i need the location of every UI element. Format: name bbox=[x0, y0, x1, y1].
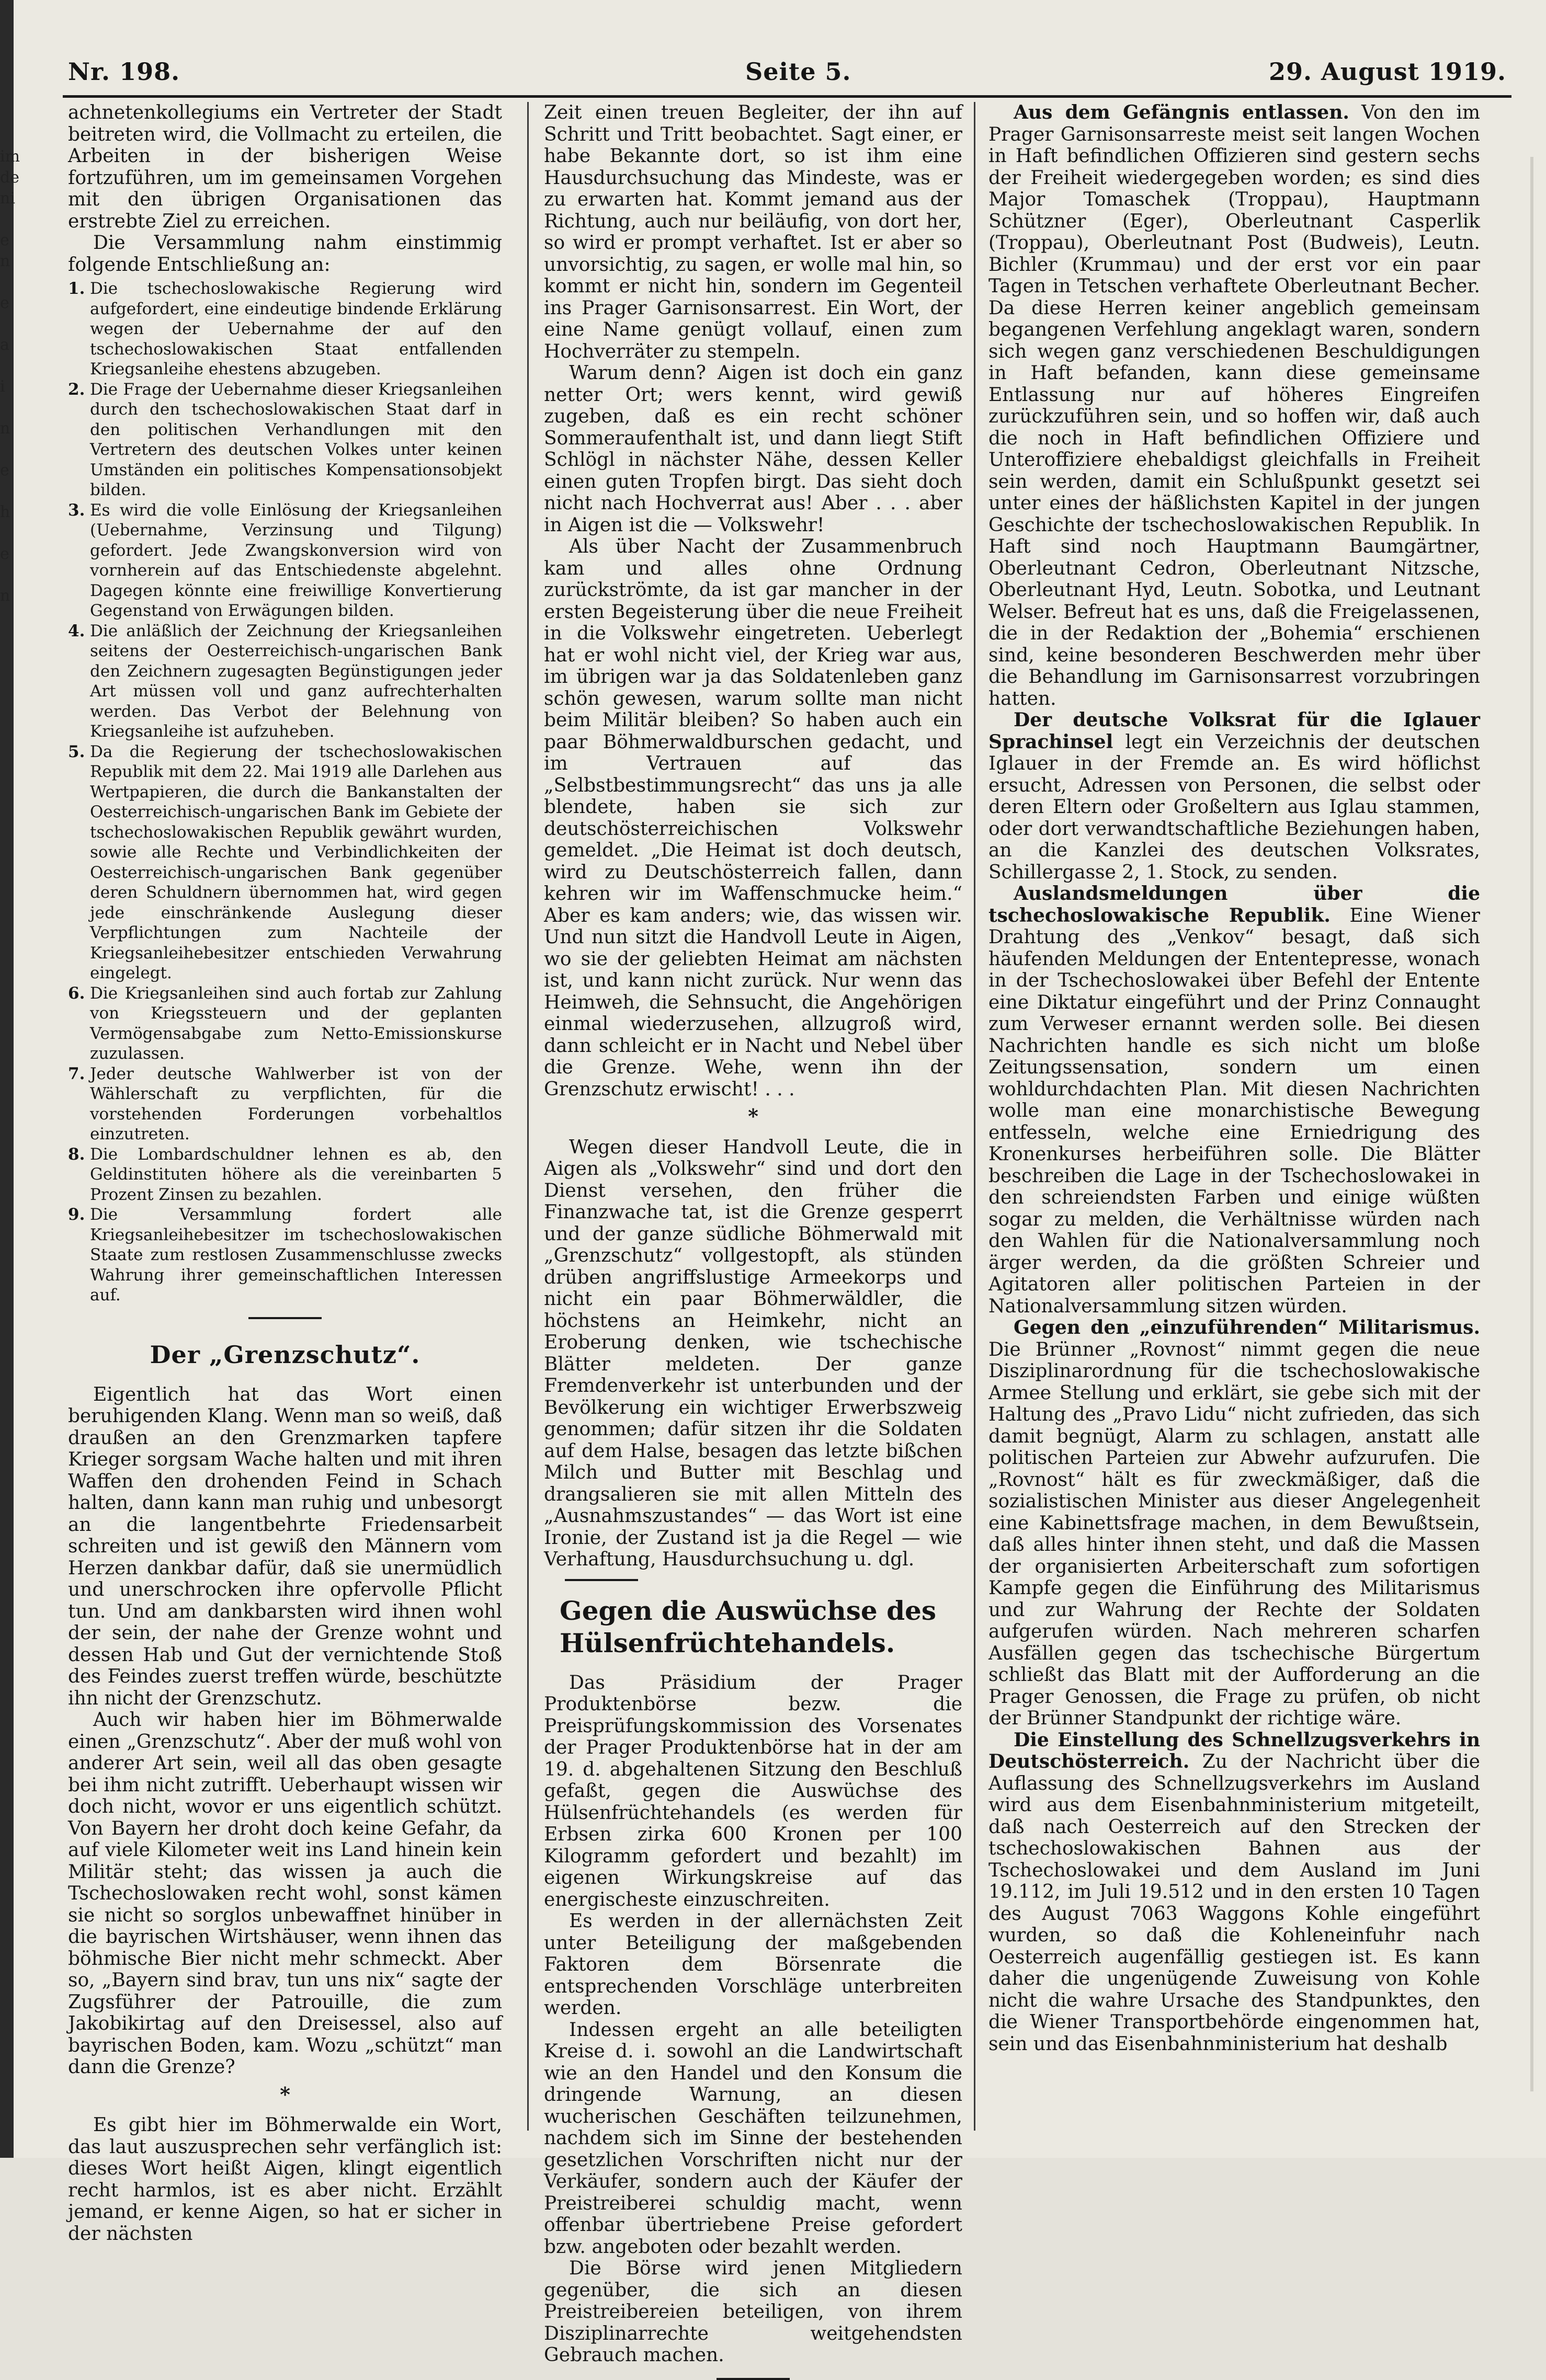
news-item-text: Von den im Prager Garnisonsarreste meist seit langen Wochen in Haft befindlichen Offizieren sind gestern sechs der Freiheit wiedergegeben worden; es sind dies Major Tomaschek (Troppau), Hauptmann Schützner (Eger), Oberleutnant Casperlik (Troppau), Oberleutnant Post (Budweis), Leutn. Bichler (Krummau) und der erst vor ein paar Tagen in Tetschen verhaftete Oberleutnant Becher. Da diese Herren keiner angeblich gemeinsam begangenen Verfehlung angeklagt waren, sondern sich wegen ganz verschiedenen Beschuldigungen in Haft befanden, kann diese gemeinsame Entlassung nur auf höheres Eingreifen zurückzuführen sein, und so hoffen wir, daß auch die noch in Haft befindlichen Offiziere und Unteroffiziere ehebaldigst gleichfalls in Freiheit sein werden, damit ein Schlußpunkt gesetzt sei unter eines der häßlichsten Kapitel in der jungen Geschichte der tschechoslowakischen Republik. In Haft sind noch Hauptmann Baumgärtner, Oberleutnant Cedron, Oberleutnant Nitzsche, Oberleutnant Hyd, Leutn. Sobotka, und Leutnant Welser. Befreut hat es uns, daß die Freigelassenen, die in der Redaktion der „Bohemia“ erschienen sind, keine besonderen Beschwerden mehr über die Behandlung im Garnisonsarrest vorzubringen hatten. bbox=[988, 102, 1481, 710]
issue-date: 29. August 1919. bbox=[1269, 58, 1506, 86]
article-paragraph: Warum denn? Aigen ist doch ein ganz netter Ort; wers kennt, wird gewiß zugeben, daß es ein recht schöner Sommeraufenthalt ist, und dann liegt Stift Schlögl in nächster Nähe, dessen Keller einen guten Tropfen birgt. Das sieht doch nicht nach Hochverrat aus! Aber . . . aber in Aigen ist die — Volkswehr! bbox=[544, 362, 962, 536]
news-item-heading: Der deutsche Volksrat für die Iglauer Sprachinsel bbox=[988, 709, 1480, 753]
header-rule bbox=[63, 95, 1511, 98]
right-page-edge bbox=[1530, 157, 1533, 2091]
section-star: * bbox=[748, 1104, 758, 1128]
article-paragraph: Zeit einen treuen Begleiter, der ihn auf Schritt und Tritt beobachtet. Sagt einer, er habe Bekannte dort, so ist ihm eine Hausdurchsuchung das Mindeste, was er zu erwarten hat. Kommt jemand aus der Richtung, auch nur beiläufig, von dort her, so wird er prompt verhaftet. Ist er aber so unvorsichtig, zu sagen, er wolle mal hin, so kommt er nicht hin, sondern im Gegenteil ins Prager Garnisonsarrest. Ein Wort, der eine Name genügt vollauf, einen zum Hochverräter zu stempeln. bbox=[544, 102, 962, 362]
article-paragraph: Die Börse wird jenen Mitgliedern gegenüber, die sich an diesen Preistreibereien beteiligen, von ihrem Disziplinarrechte weitgehendsten Gebrauch machen. bbox=[544, 2258, 962, 2366]
article-title-huelsenfruechte: Gegen die Auswüchse des Hülsenfrüchtehandels. bbox=[560, 1595, 936, 1658]
news-item-heading: Die Einstellung des Schnellzugsverkehrs in Deutschösterreich. bbox=[988, 1729, 1480, 1772]
article-continuation: achnetenkollegiums ein Vertreter der Stadt beitreten wird, die Vollmacht zu erteilen, die Arbeiten in der bisherigen Weise fortzuführen, um im gemeinsamen Vorgehen mit den übrigen Organisationen das erstrebte Ziel zu erreichen. bbox=[68, 102, 502, 232]
column-3 bbox=[988, 102, 1480, 2055]
news-item-heading: Aus dem Gefängnis entlassen. bbox=[1014, 101, 1349, 123]
news-item-text: Zu der Nachricht über die Auflassung des Schnellzugsverkehrs im Ausland wird aus dem Eisenbahnministerium mitgeteilt, daß nach Oesterreich auf den Strecken der tschechoslowakischen Bahnen aus der Tschechoslowakei und dem Ausland im Juni 19.112, im Juli 19.512 und in den ersten 10 Tagen des August 7063 Waggons Kohle eingeführt wurden, so daß die Kohleneinfuhr nach Oesterreich augenfällig gestiegen ist. Es kann daher die ungenügende Zuweisung von Kohle nicht die wahre Ursache des Standpunktes, den die Wiener Transportbehörde eingenommen hat, sein und das Eisenbahnministerium hat deshalb bbox=[988, 1751, 1480, 2055]
resolution-item: 7. Jeder deutsche Wahlwerber ist von der Wählerschaft zu verpflichten, für die vorstehenden Forderungen vorbehaltlos einzutreten. bbox=[68, 1064, 502, 1143]
resolution-item: 1. Die tschechoslowakische Regierung wird aufgefordert, eine eindeutige bindende Erklärung wegen der Uebernahme der auf den tschechoslowakischen Staat entfallenden Kriegsanleihe ehestens abzugeben. bbox=[68, 279, 502, 379]
article-paragraph: Als über Nacht der Zusammenbruch kam und alles ohne Ordnung zurückströmte, da ist gar mancher in der ersten Begeisterung über die neue Freiheit in die Volkswehr eingetreten. Ueberlegt hat er wohl nicht viel, der Krieg war aus, im übrigen war ja das Soldatenleben ganz schön gewesen, warum sollte man nicht beim Militär bleiben? So haben auch ein paar Böhmerwaldburschen gedacht, und im Vertrauen auf das „Selbstbestimmungsrecht“ das uns ja alle blendete, haben sie sich zur deutschösterreichischen Volkswehr gemeldet. „Die Heimat ist doch deutsch, wird zu Deutschösterreich fallen, dann kehren wir im Waffenschmucke heim.“ Aber es kam anders; wie, das wissen wir. Und nun sitzt die Handvoll Leute in Aigen, wo sie der geliebten Heimat am nächsten ist, und kann nicht zurück. Nur wenn das Heimweh, die Sehnsucht, die Angehörigen einmal wiederzusehen, allzugroß wird, dann schleicht er in Nacht und Nebel über die Grenze. Wehe, wenn ihn der Grenzschutz erwischt! . . . bbox=[544, 536, 962, 1100]
resolution-item: 4. Die anläßlich der Zeichnung der Kriegsanleihen seitens der Oesterreichisch-ungarischen Bank den Zeichnern zugesagten Begünstigungen jeder Art müssen voll und ganz aufrechterhalten werden. Das Verbot der Belehnung von Kriegsanleihe ist aufzuheben. bbox=[68, 621, 502, 741]
resolution-item: 3. Es wird die volle Einlösung der Kriegsanleihen (Uebernahme, Verzinsung und Tilgung) gefordert. Jede Zwangskonversion wird von vornherein auf das Entschiedenste abgelehnt. Dagegen könnte eine freiwillige Konvertierung Gegenstand von Erwägungen bilden. bbox=[68, 500, 502, 620]
resolution-item: 8. Die Lombardschuldner lehnen es ab, den Geldinstituten höhere als die vereinbarten 5 Prozent Zinsen zu bezahlen. bbox=[68, 1145, 502, 1204]
column-2 bbox=[544, 102, 962, 2380]
news-item-heading: Gegen den „einzuführenden“ Militarismus. bbox=[1014, 1317, 1480, 1338]
column-divider-1 bbox=[527, 102, 529, 2131]
news-item bbox=[988, 1730, 1480, 2055]
news-item bbox=[988, 102, 1480, 710]
article-title-grenzschutz: Der „Grenzschutz“. bbox=[150, 1340, 420, 1369]
column-1 bbox=[68, 102, 502, 2245]
section-star: * bbox=[280, 2082, 290, 2106]
news-item bbox=[988, 710, 1480, 883]
article-paragraph: Eigentlich hat das Wort einen beruhigenden Klang. Wenn man so weiß, daß draußen an den Grenzmarken tapfere Krieger sorgsam Wache halten und mit ihren Waffen den drohenden Feind in Schach halten, dann kann man ruhig und unbesorgt an die langentbehrte Friedensarbeit schreiten und ist gewiß den Männern vom Herzen dankbar dafür, daß sie unermüdlich und unerschrocken ihre opfervolle Pflicht tun. Und am dankbarsten wird ihnen wohl der sein, der nahe der Grenze wohnt und dessen Hab und Gut der vernichtende Stoß des Feindes zuerst treffen würde, beschützte ihn nicht der Grenzschutz. bbox=[68, 1383, 502, 1709]
section-rule bbox=[717, 2378, 790, 2380]
column-divider-2 bbox=[974, 102, 975, 2131]
news-item-text: Die Brünner „Rovnost“ nimmt gegen die neue Disziplinarordnung für die tschechoslowakische Armee Stellung und erklärt, sie gebe sich mit der Haltung des „Pravo Lidu“ nicht zufrieden, das sich damit begnügt, Alarm zu schlagen, anstatt alle politischen Parteien zur Abwehr aufzurufen. Die „Rovnost“ hält es für zweckmäßiger, daß die sozialistischen Minister aus dieser Angelegenheit eine Kabinettsfrage machen, in dem Bewußtsein, daß alles hinter ihnen steht, und daß die Massen der organisierten Arbeiterschaft zum sofortigen Kampfe gegen die Einführung des Militarismus und zur Wahrung der Rechte der Soldaten aufgerufen würden. Nach mehreren scharfen Ausfällen gegen das tschechische Bürgertum schließt das Blatt mit der Aufforderung an die Prager Genossen, die Frage zu prüfen, ob nicht der Brünner Standpunkt der richtige wäre. bbox=[988, 1338, 1480, 1729]
resolution-item: 9. Die Versammlung fordert alle Kriegsanleihebesitzer im tschechoslowakischen Staate zum restlosen Zusammenschlusse zwecks Wahrung ihrer gemeinschaftlichen Interessen auf. bbox=[68, 1205, 502, 1305]
resolution-lead: Die Versammlung nahm einstimmig folgende Entschließung an: bbox=[68, 232, 502, 276]
article-paragraph: Auch wir haben hier im Böhmerwalde einen „Grenzschutz“. Aber der muß wohl von anderer Art sein, weil all das oben gesagte bei ihm nicht zutrifft. Ueberhaupt wissen wir doch nicht, wovor er uns eigentlich schützt. Von Bayern her droht doch keine Gefahr, da auf viele Kilometer weit ins Land hinein kein Militär steht; das wissen ja auch die Tschechoslowaken recht wohl, sonst kämen sie nicht so sorglos unbewaffnet hinüber in die bayrischen Wirtshäuser, wenn ihnen das böhmische Bier nicht mehr schmeckt. Aber so, „Bayern sind brav, tun uns nix“ sagte der Zugsführer der Patrouille, die zum Jakobikirtag auf den Dreisessel, also auf bayrischen Boden, kam. Wozu „schützt“ man dann die Grenze? bbox=[68, 1709, 502, 2078]
resolution-item: 5. Da die Regierung der tschechoslowakischen Republik mit dem 22. Mai 1919 alle Darlehen aus Wertpapieren, die durch die Bankanstalten der Oesterreichisch-ungarischen Bank im Gebiete der tschechoslowakischen Republik gewährt wurden, sowie alle Rechte und Verbindlichkeiten der Oesterreichisch-ungarischen Bank gegenüber deren Schuldnern übernommen hat, wird gegen jede einschränkende Auslegung dieser Verpflichtungen zum Nachteile der Kriegsanleihebesitzer entschieden Verwahrung eingelegt. bbox=[68, 742, 502, 982]
section-rule bbox=[565, 1579, 638, 1581]
resolution-item: 6. Die Kriegsanleihen sind auch fortab zur Zahlung von Kriegssteuern und der geplanten Vermögensabgabe zum Netto-Emissionskurse zuzulassen. bbox=[68, 983, 502, 1063]
article-paragraph: Indessen ergeht an alle beteiligten Kreise d. i. sowohl an die Landwirtschaft wie an den Handel und den Konsum die dringende Warnung, an diesen wucherischen Geschäften teilzunehmen, nachdem sich im Sinne der bestehenden gesetzlichen Vorschriften nicht nur der Verkäufer, sondern auch der Käufer der Preistreiberei schuldig macht, wenn offenbar übertriebene Preise gefordert bzw. angeboten oder bezahlt werden. bbox=[544, 2019, 962, 2258]
news-item-text: Eine Wiener Drahtung des „Venkov“ besagt, daß sich häufenden Meldungen der Ententepresse, wonach in der Tschechoslowakei über Befehl der Entente eine Diktatur eingeführt und der Prinz Connaught zum Verweser ernannt werden solle. Bei diesen Nachrichten handle es sich nicht um bloße Zeitungssensation, sondern um einen wohldurchdachten Plan. Mit diesen Nachrichten wolle man eine monarchistische Bewegung entfesseln, welche eine Erniedrigung des Kronenkurses herbeiführen solle. Die Blätter beschreiben die Lage in der Tschechoslowakei in den schreiendsten Farben und einige wüßten sogar zu melden, die Verhältnisse würden nach den Wahlen für die Nationalversammlung noch ärger werden, da die größten Schreier und Agitatoren aller politischen Parteien in der Nationalversammlung sitzen würden. bbox=[988, 905, 1480, 1317]
news-item bbox=[988, 1317, 1480, 1730]
resolution-item: 2. Die Frage der Uebernahme dieser Kriegsanleihen durch den tschechoslowakischen Staat darf in den politischen Verhandlungen mit den Vertretern des deutschen Volkes unter keinen Umständen ein politisches Kompensationsobjekt bilden. bbox=[68, 380, 502, 499]
previous-page-bleed: im de ni e n e a i n e h e n bbox=[0, 147, 20, 605]
issue-number: Nr. 198. bbox=[68, 58, 180, 86]
news-item-text: legt ein Verzeichnis der deutschen Iglauer in der Fremde an. Es wird höflichst ersucht, Adressen von Personen, die selbst oder deren Eltern oder Großeltern aus Iglau stammen, oder dort verwandtschaftliche Beziehungen haben, an die Kanzlei des deutschen Volksrates, Schillergasse 2, 1. Stock, zu senden. bbox=[988, 731, 1480, 883]
article-paragraph: Es gibt hier im Böhmerwalde ein Wort, das laut auszusprechen sehr verfänglich ist: dieses Wort heißt Aigen, klingt eigentlich recht harmlos, ist es aber nicht. Erzählt jemand, er kenne Aigen, so hat er sicher in der nächsten bbox=[68, 2114, 502, 2245]
article-paragraph: Wegen dieser Handvoll Leute, die in Aigen als „Volkswehr“ sind und dort den Dienst versehen, den früher die Finanzwache tat, ist die Grenze gesperrt und der ganze südliche Böhmerwald mit „Grenzschutz“ vollgestopft, als stünden drüben angriffslustige Armeekorps und nicht ein paar Böhmerwäldler, die höchstens an Heimkehr, nicht an Eroberung denken, wie tschechische Blätter meldeten. Der ganze Fremdenverkehr ist unterbunden und der Bevölkerung ein wichtiger Erwerbszweig genommen; dafür sitzen ihr die Soldaten auf dem Halse, besagen das letzte bißchen Milch und Butter mit Beschlag und drangsalieren sie mit allen Mitteln des „Ausnahmszustandes“ — das Wort ist eine Ironie, der Zustand ist ja die Regel — wie Verhaftung, Hausdurchsuchung u. dgl. bbox=[544, 1136, 962, 1570]
article-paragraph: Das Präsidium der Prager Produktenbörse bezw. die Preisprüfungskommission des Vorsenates der Prager Produktenbörse hat in der am 19. d. abgehaltenen Sitzung den Beschluß gefaßt, gegen die Auswüchse des Hülsenfrüchtehandels (es werden für Erbsen zirka 600 Kronen per 100 Kilogramm gefordert und bezahlt) im eigenen Wirkungskreise auf das energischeste einzuschreiten. bbox=[544, 1672, 962, 1910]
page-header bbox=[52, 58, 1517, 94]
section-rule bbox=[248, 1317, 322, 1319]
article-paragraph: Es werden in der allernächsten Zeit unter Beteiligung der maßgebenden Faktoren dem Börsenrate die entsprechenden Vorschläge unterbreiten werden. bbox=[544, 1910, 962, 2019]
news-item bbox=[988, 883, 1480, 1317]
resolution-list bbox=[68, 279, 502, 1306]
page-number: Seite 5. bbox=[745, 58, 851, 86]
news-item-heading: Auslandsmeldungen über die tschechoslowakische Republik. bbox=[988, 883, 1480, 926]
